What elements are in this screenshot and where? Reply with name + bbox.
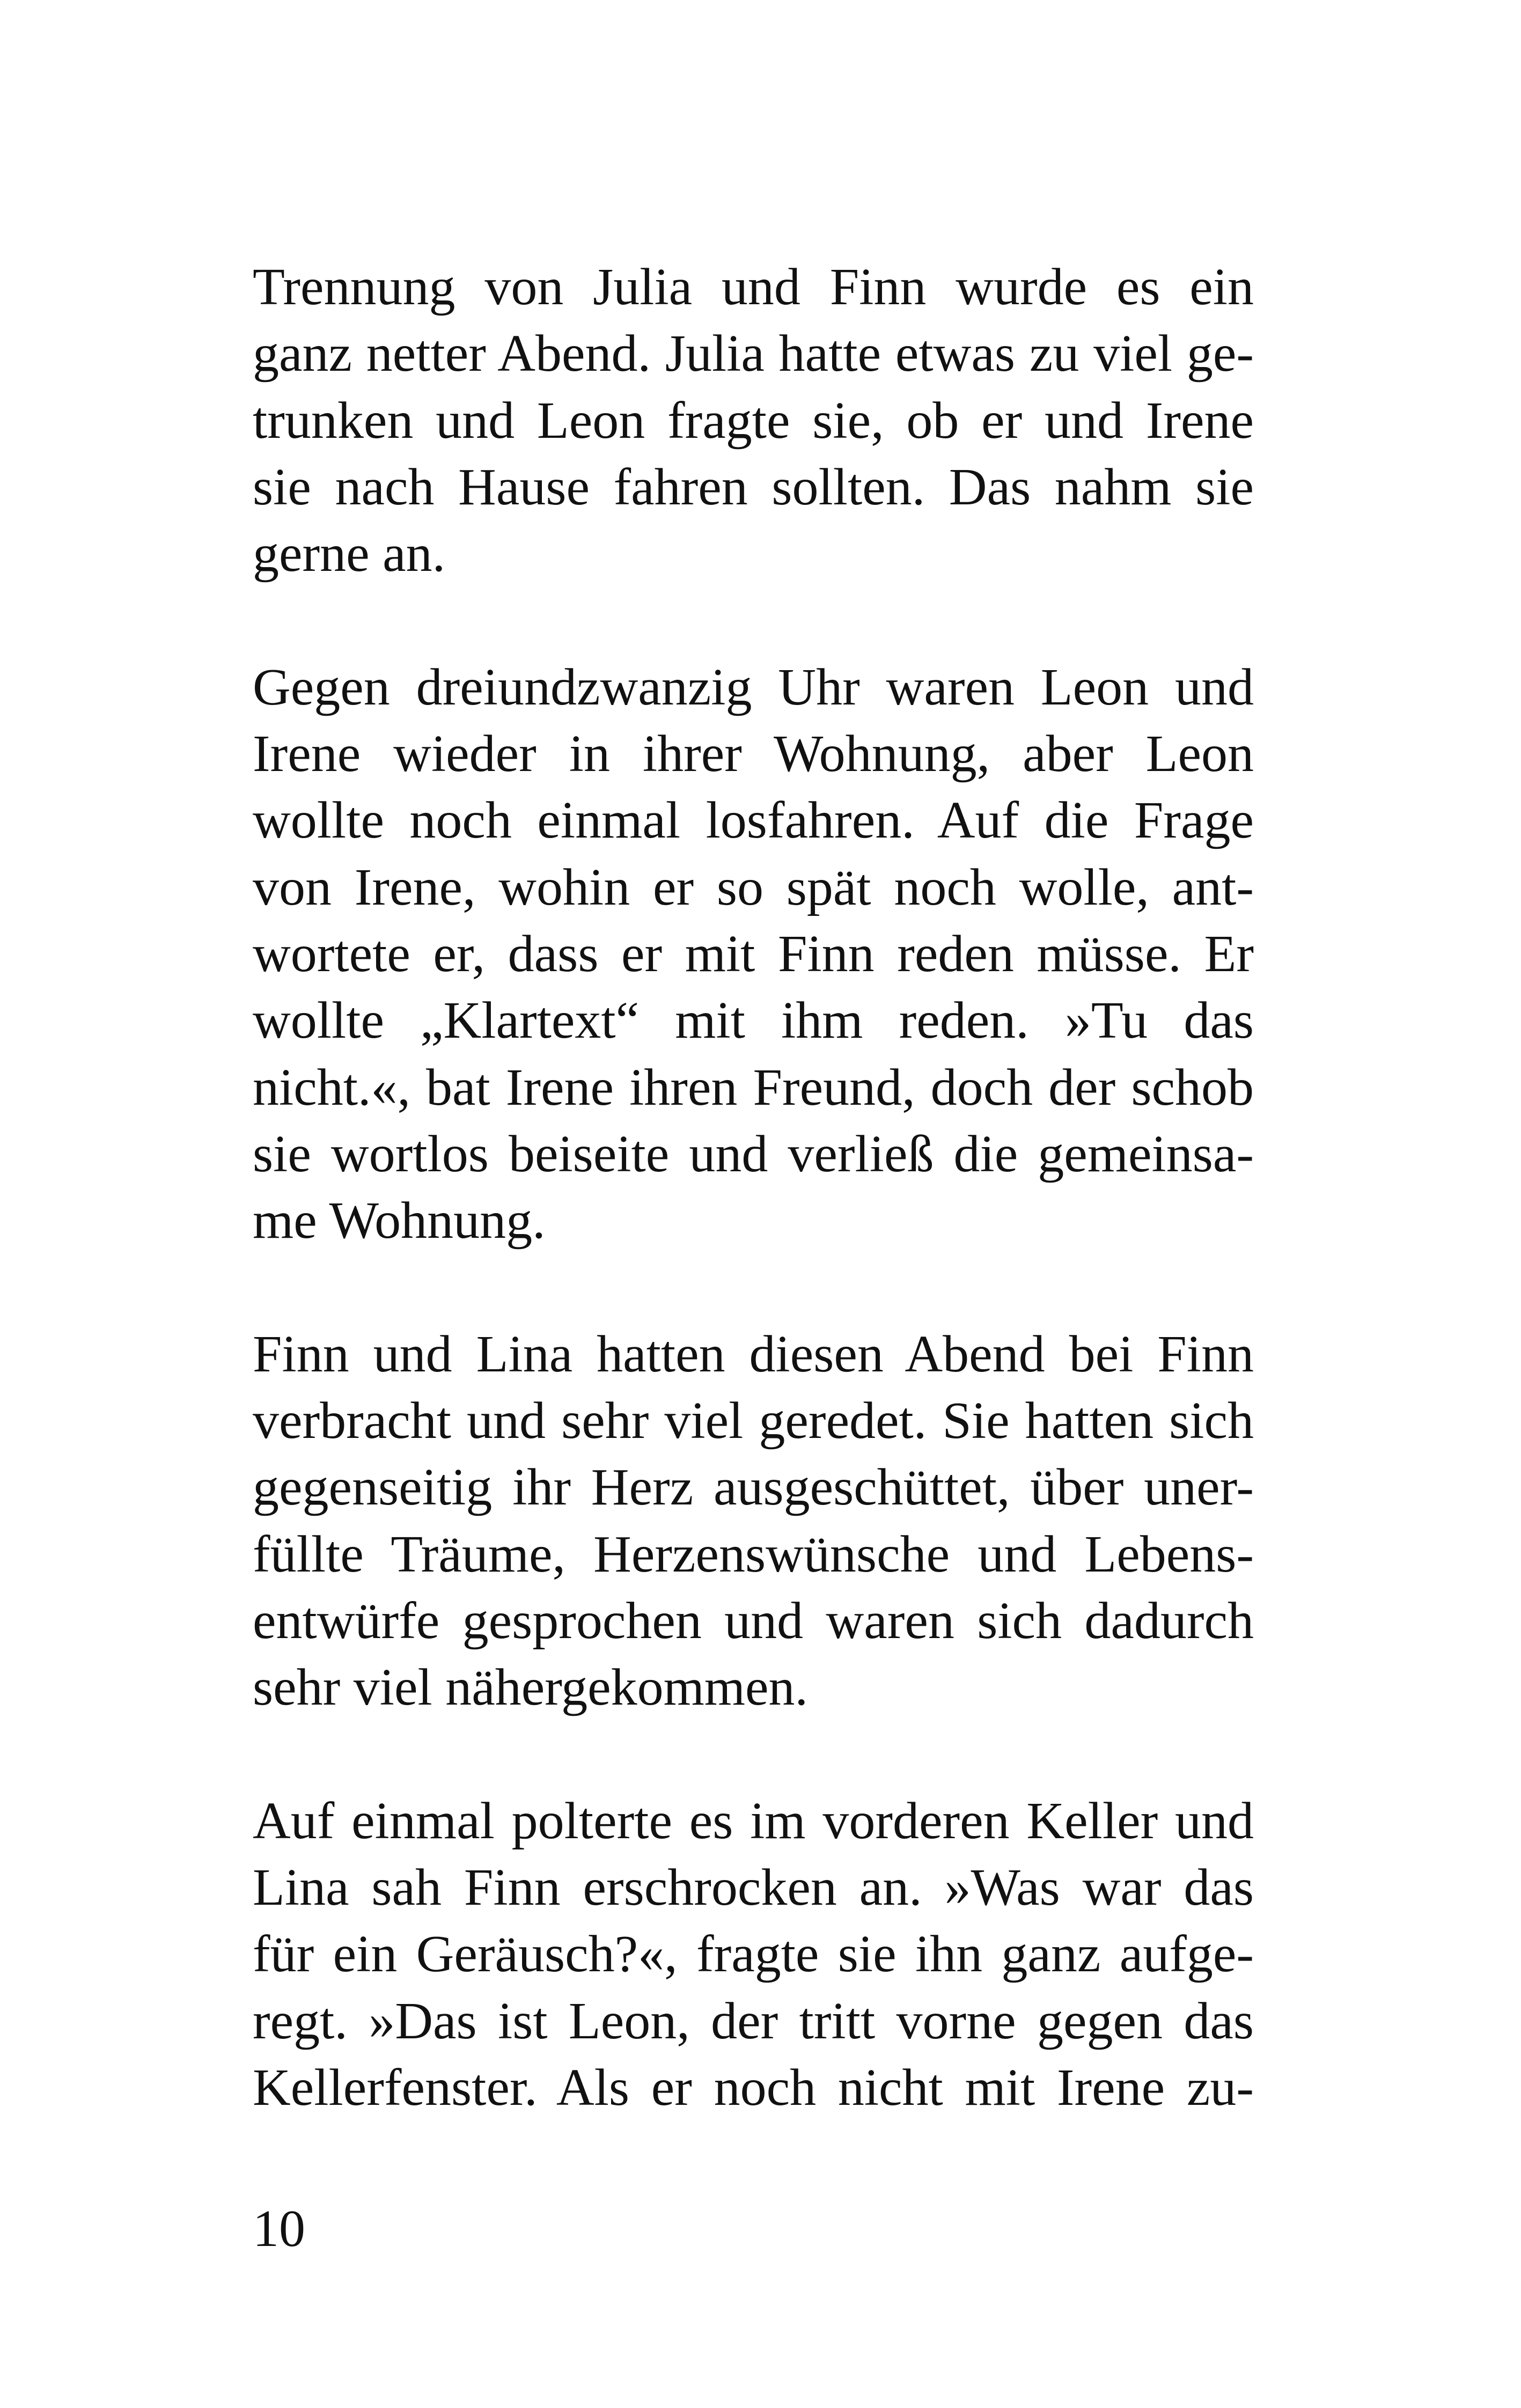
text-line: Finn und Lina hatten diesen Abend bei Finn — [253, 1325, 1254, 1383]
paragraph-3 — [253, 1321, 1254, 1721]
text-line: wortete er, dass er mit Finn reden müsse. Er — [253, 924, 1254, 983]
text-line: für ein Geräusch?«, fragte sie ihn ganz aufge- — [253, 1925, 1254, 1984]
text-line: wollte noch einmal losfahren. Auf die Frage — [253, 791, 1254, 850]
text-line: Auf einmal polterte es im vorderen Keller und — [253, 1792, 1254, 1850]
text-line: füllte Träume, Herzenswünsche und Lebens- — [253, 1525, 1254, 1583]
text-line: Trennung von Julia und Finn wurde es ein — [253, 258, 1254, 316]
text-line: Lina sah Finn erschrocken an. »Was war das — [253, 1859, 1254, 1917]
text-line: gegenseitig ihr Herz ausgeschüttet, über uner- — [253, 1458, 1254, 1517]
text-line: me Wohnung. — [253, 1192, 546, 1250]
text-line: entwürfe gesprochen und waren sich dadurch — [253, 1591, 1254, 1650]
text-line: nicht.«, bat Irene ihren Freund, doch der schob — [253, 1058, 1254, 1117]
text-line: gerne an. — [253, 525, 446, 583]
text-line: sie nach Hause fahren sollten. Das nahm sie — [253, 458, 1254, 516]
text-line: sie wortlos beiseite und verließ die gemeinsa- — [253, 1125, 1254, 1183]
text-line: verbracht und sehr viel geredet. Sie hatten sich — [253, 1392, 1254, 1450]
text-line: Gegen dreiundzwanzig Uhr waren Leon und — [253, 658, 1254, 716]
text-line: Irene wieder in ihrer Wohnung, aber Leon — [253, 725, 1254, 783]
paragraph-4 — [253, 1788, 1254, 2121]
text-line: trunken und Leon fragte sie, ob er und Irene — [253, 391, 1254, 450]
paragraph-2 — [253, 654, 1254, 1254]
text-line: von Irene, wohin er so spät noch wolle, ant- — [253, 858, 1254, 916]
text-line: ganz netter Abend. Julia hatte etwas zu viel ge- — [253, 325, 1254, 383]
text-line: wollte „Klartext“ mit ihm reden. »Tu das — [253, 992, 1254, 1050]
text-line: sehr viel nähergekommen. — [253, 1658, 809, 1717]
page-number: 10 — [253, 2200, 305, 2258]
text-line: regt. »Das ist Leon, der tritt vorne gegen das — [253, 1992, 1254, 2050]
paragraph-1 — [253, 254, 1254, 587]
body-text — [253, 254, 1254, 2188]
text-line: Kellerfenster. Als er noch nicht mit Irene zu- — [253, 2059, 1254, 2117]
